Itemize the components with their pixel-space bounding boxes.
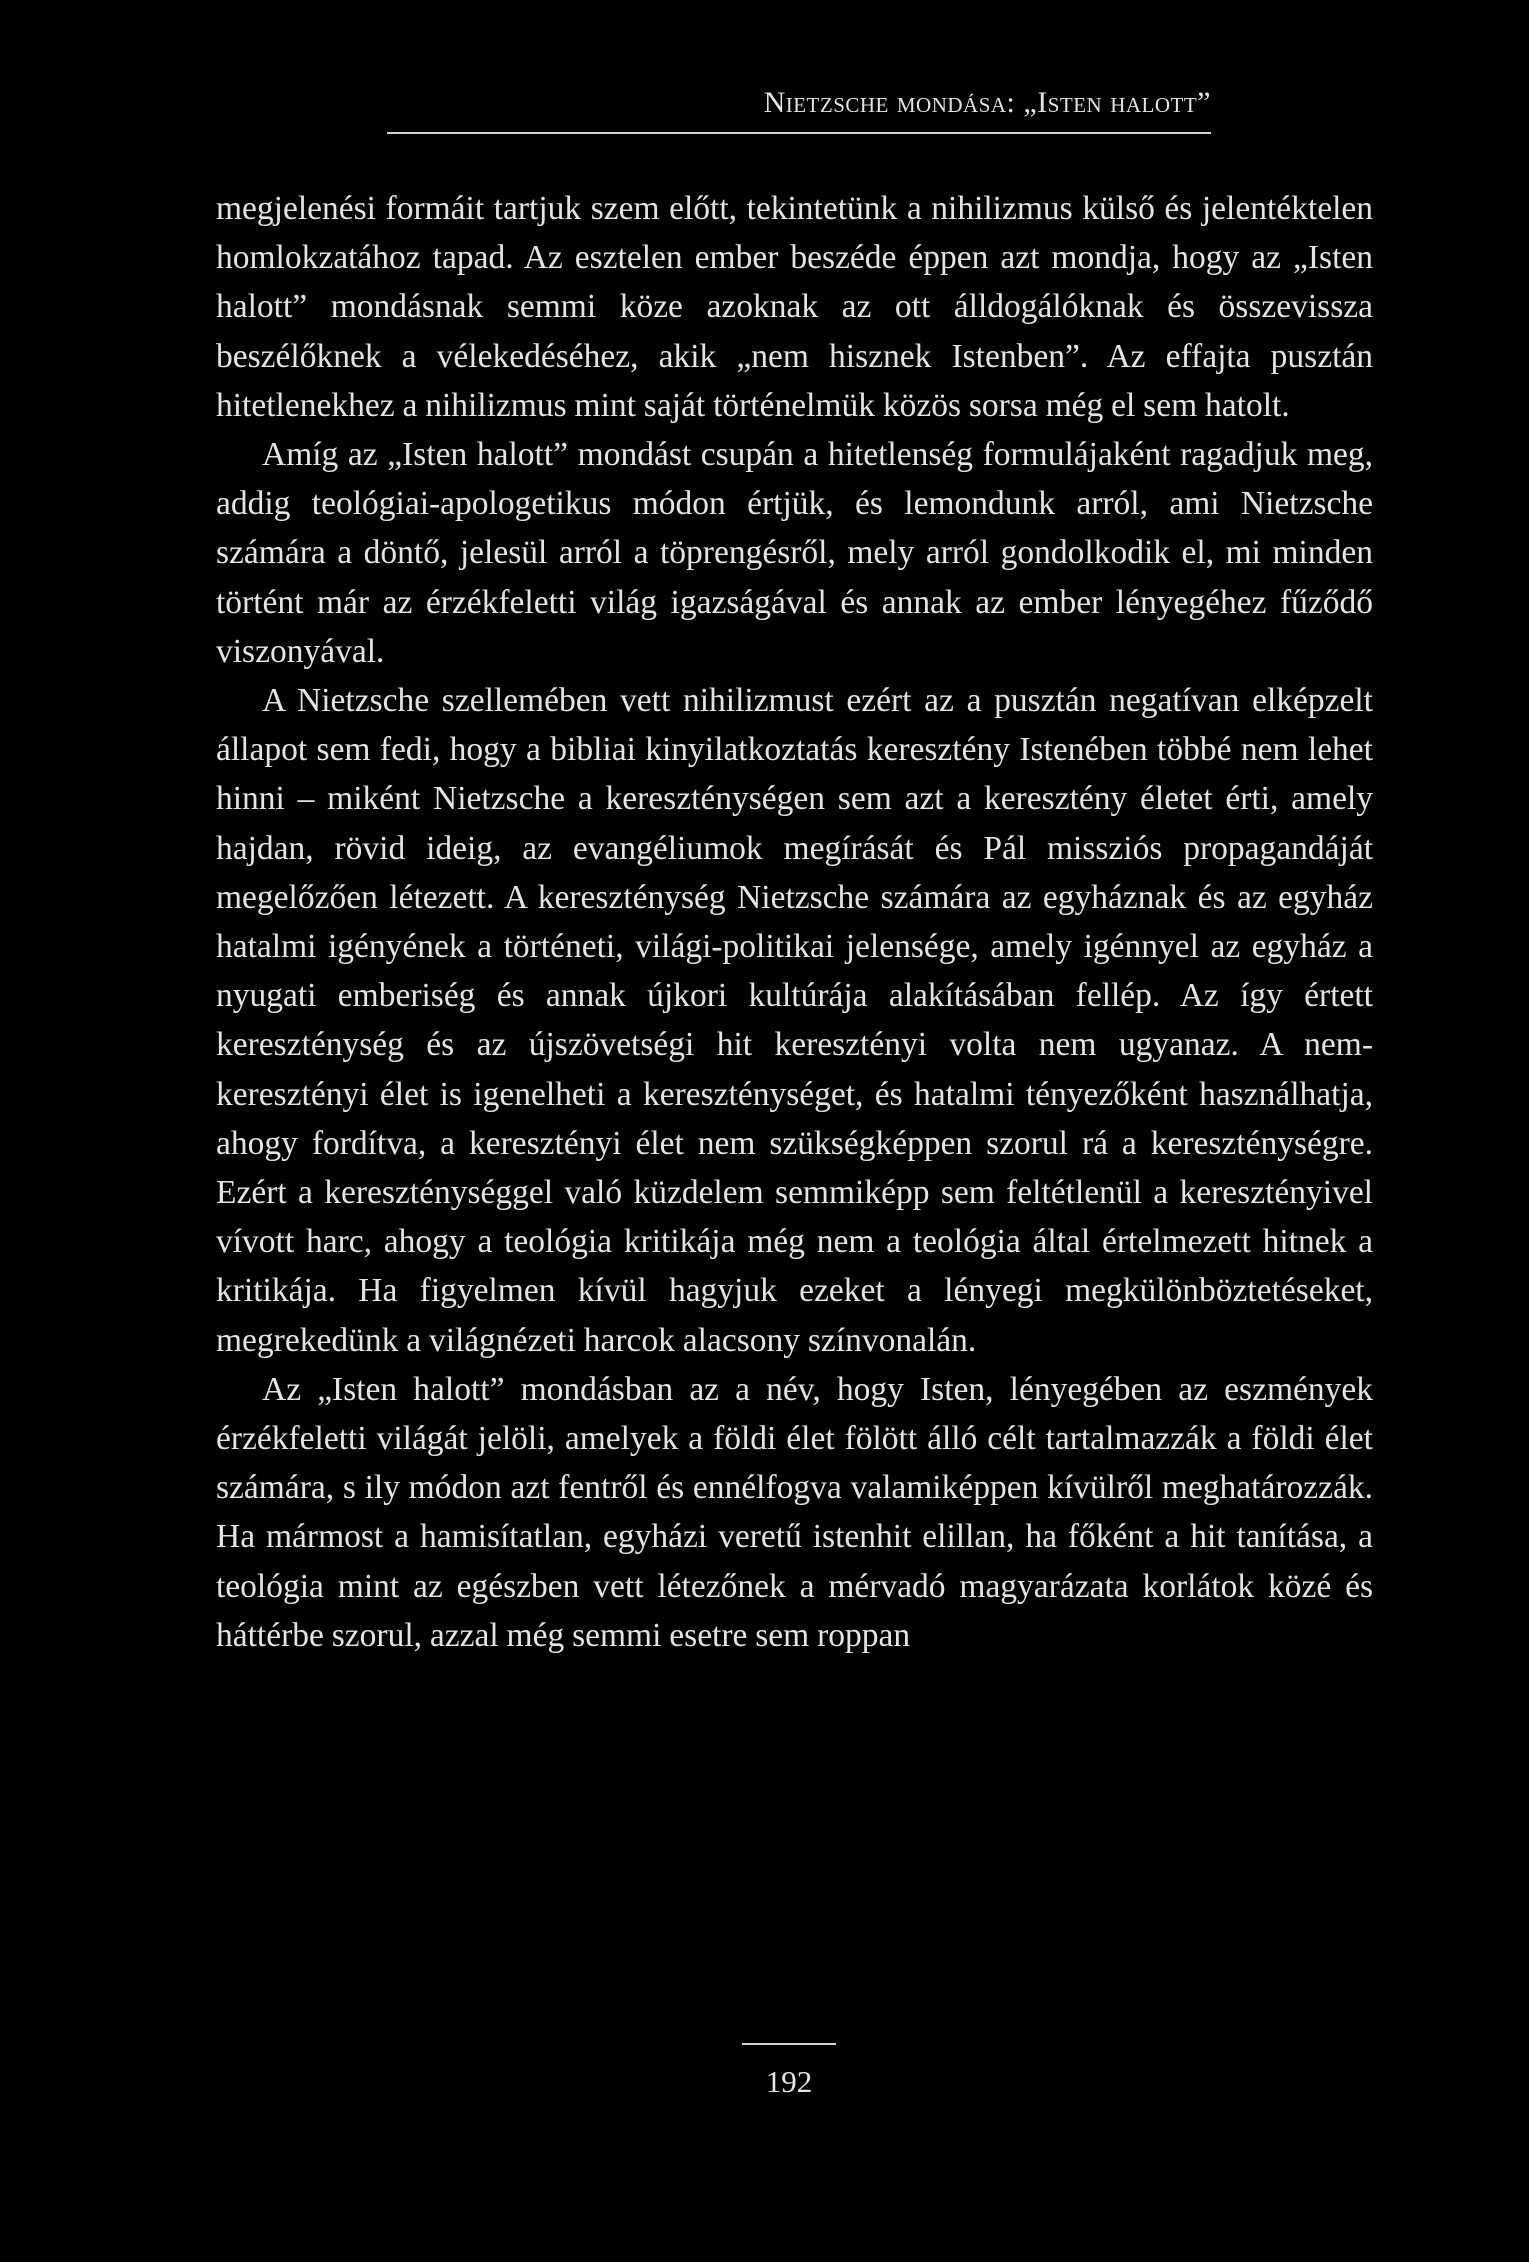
page-number: 192 — [765, 2064, 813, 2099]
paragraph: Az „Isten halott” mondásban az a név, hogy Isten, lényegében az eszmények érzékfeletti világát jelöli, amelyek a földi élet fölött álló célt tartalmazzák a földi élet számára, s ily módon azt fentről és ennélfogva valamiképpen kívülről meghatározzák. Ha mármost a hamisítatlan, egyházi veretű istenhit elillan, ha főként a hit tanítása, a teológia mint az egészben vett létezőnek a mérvadó magyarázata korlátok közé és háttérbe szorul, azzal még semmi esetre sem roppan — [216, 1370, 1373, 1654]
body-text — [216, 184, 1373, 1660]
header-rule — [387, 132, 1211, 134]
running-head: Nietzsche mondása: „Isten halott” — [763, 86, 1211, 119]
footer-rule — [742, 2043, 836, 2045]
paragraph: A Nietzsche szellemében vett nihilizmust ezért az a pusztán negatívan elképzelt állapot sem fedi, hogy a bibliai kinyilatkoztatás keresztény Istenében többé nem lehet hinni – miként Nietzsche a kereszténységen sem azt a keresztény életet érti, amely hajdan, rövid ideig, az evangéliumok megírását és Pál missziós propagandáját megelőzően létezett. A kereszténység Nietzsche számára az egyháznak és az egyház hatalmi igényének a történeti, világi-politikai jelensége, amely igénnyel az egyház a nyugati emberiség és annak újkori kultúrája alakításában fellép. Az így értett kereszténység és az újszövetségi hit keresztényi volta nem ugyanaz. A nem-keresztényi élet is igenelheti a kereszténységet, és hatalmi tényezőként használhatja, ahogy fordítva, a keresztényi élet nem szükségképpen szorul rá a kereszténységre. Ezért a kereszténységgel való küzdelem semmiképp sem feltétlenül a keresztényivel vívott harc, ahogy a teológia kritikája még nem a teológia által értelmezett hitnek a kritikája. Ha figyelmen kívül hagyjuk ezeket a lényegi megkülönböztetéseket, megrekedünk a világnézeti harcok alacsony színvonalán. — [216, 682, 1373, 1359]
paragraph: Amíg az „Isten halott” mondást csupán a hitetlenség formulájaként ragadjuk meg, addig teológiai-apologetikus módon értjük, és lemondunk arról, ami Nietzsche számára a döntő, jelesül arról a töprengésről, mely arról gondolkodik el, mi minden történt már az érzékfeletti világ igazságával és annak az ember lényegéhez fűződő viszonyával. — [216, 436, 1373, 670]
paragraph-continued: megjelenési formáit tartjuk szem előtt, tekintetünk a nihilizmus külső és jelentéktelen homlokzatához tapad. Az esztelen ember beszéde éppen azt mondja, hogy az „Isten halott” mondásnak semmi köze azoknak az ott álldogálóknak és összevissza beszélőknek a vélekedéséhez, akik „nem hisznek Istenben”. Az effajta pusztán hitetlenekhez a nihilizmus mint saját történelmük közös sorsa még el sem hatolt. — [216, 190, 1373, 424]
